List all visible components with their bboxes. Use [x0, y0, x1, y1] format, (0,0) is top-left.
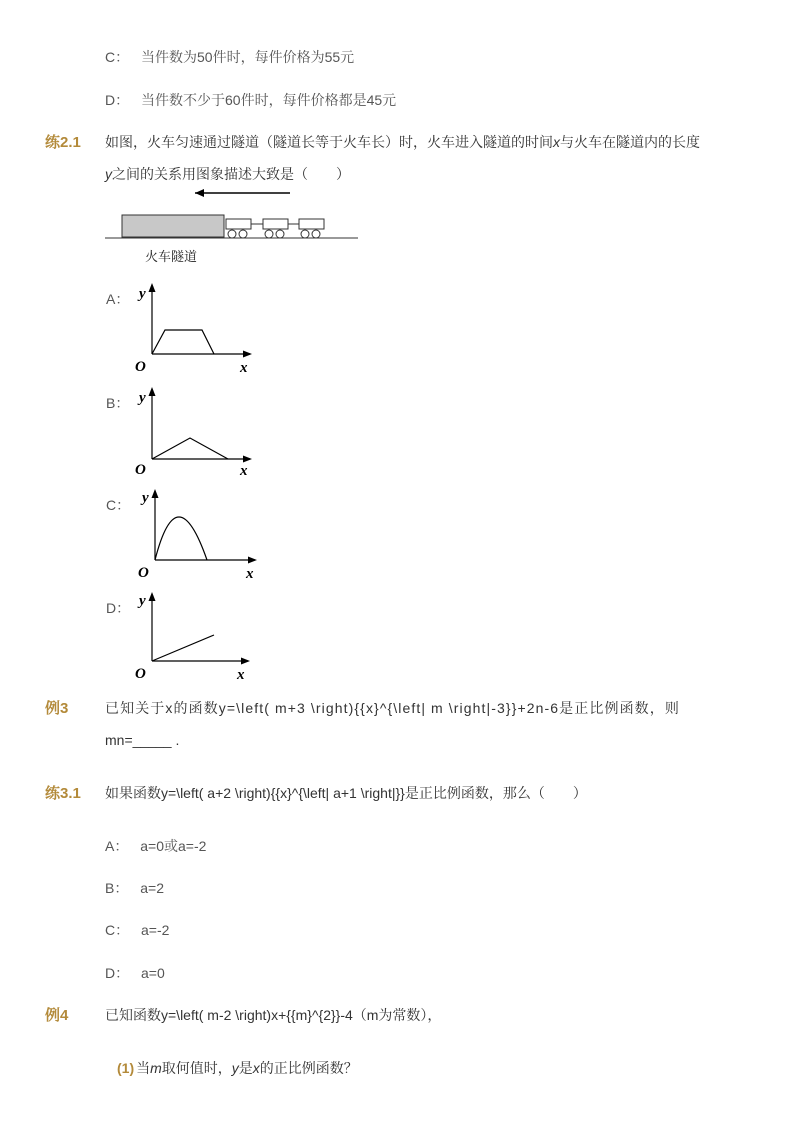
- practice-2-1-label: 练2.1: [45, 134, 81, 151]
- option-text: a=-2: [141, 922, 170, 938]
- tunnel-block: [122, 215, 224, 237]
- graph-b-curve: [152, 438, 228, 459]
- y-axis-arrow: [152, 489, 159, 498]
- y-axis-arrow: [149, 592, 156, 601]
- option-key: D：: [105, 965, 130, 981]
- option-text: a=2: [140, 880, 164, 896]
- option-text: 当件数为50件时，每件价格为55元: [141, 49, 355, 65]
- x-axis-arrow: [248, 557, 257, 564]
- graph-option-c-label: C：: [106, 497, 131, 513]
- graph-c: [133, 484, 273, 584]
- subquestion-number: (1): [117, 1060, 135, 1076]
- graph-option-d-label: D：: [106, 600, 131, 616]
- origin-label: O: [138, 565, 149, 581]
- graph-option-a-label: A：: [106, 291, 130, 307]
- example-3-question-line2: mn=_____ .: [105, 732, 180, 748]
- practice-3-1-option-a: [105, 836, 206, 856]
- option-text: a=0: [141, 965, 165, 981]
- practice-3-1-label: 练3.1: [45, 785, 81, 802]
- x-axis-label: x: [246, 566, 254, 582]
- tunnel-train-diagram: [100, 182, 370, 267]
- example-3-label: 例3: [45, 700, 69, 717]
- practice-3-1-option-c: [105, 920, 169, 940]
- option-d-prev: [105, 90, 396, 110]
- x-axis-arrow: [243, 351, 252, 358]
- graph-option-b-label: B：: [106, 395, 130, 411]
- graph-d: [130, 587, 270, 687]
- option-key: A：: [105, 838, 129, 854]
- example-4-question: 已知函数y=\left( m-2 \right)x+{{m}^{2}}-4（m为常数），: [105, 1007, 442, 1023]
- example-4-label: 例4: [45, 1007, 69, 1024]
- practice-2-1-question-line2: y之间的关系用图象描述大致是（ ）: [105, 166, 350, 182]
- y-axis-label: y: [139, 593, 146, 609]
- train: [226, 219, 324, 238]
- y-axis-label: y: [139, 286, 146, 302]
- option-text: a=0或a=-2: [140, 838, 207, 854]
- y-axis-label: y: [142, 490, 149, 506]
- x-axis-label: x: [240, 360, 248, 376]
- option-text: 当件数不少于60件时，每件价格都是45元: [141, 92, 397, 108]
- practice-3-1-option-b: [105, 878, 164, 898]
- option-key: B：: [105, 880, 129, 896]
- origin-label: O: [135, 462, 146, 478]
- option-key: C：: [105, 922, 130, 938]
- x-axis-arrow: [241, 658, 250, 665]
- y-axis-arrow: [149, 387, 156, 396]
- example-4-subquestion-1: (1) 当m取何值时，y是x的正比例函数？: [117, 1060, 358, 1076]
- graph-b: [130, 382, 270, 482]
- arrow-head: [195, 189, 204, 197]
- x-axis-arrow: [243, 456, 252, 463]
- option-key: C：: [105, 49, 130, 65]
- graph-a-curve: [152, 330, 214, 354]
- option-key: D：: [105, 92, 130, 108]
- practice-3-1-question: 如果函数y=\left( a+2 \right){{x}^{\left| a+1 \right|}}是正比例函数，那么（ ）: [105, 785, 587, 801]
- graph-d-curve: [152, 635, 214, 661]
- tunnel-caption: 火车隧道: [145, 249, 198, 264]
- x-axis-label: x: [240, 463, 248, 479]
- practice-3-1-option-d: [105, 963, 165, 983]
- x-axis-label: x: [237, 667, 245, 683]
- origin-label: O: [135, 359, 146, 375]
- graph-c-curve: [155, 517, 207, 560]
- option-c-prev: [105, 47, 354, 67]
- example-3-question-line1: 已知关于x的函数y=\left( m+3 \right){{x}^{\left| m \right|-3}}+2n-6是正比例函数，则: [105, 700, 680, 716]
- graph-a: [130, 278, 270, 378]
- y-axis-arrow: [149, 283, 156, 292]
- y-axis-label: y: [139, 390, 146, 406]
- origin-label: O: [135, 666, 146, 682]
- practice-2-1-question-line1: 如图，火车匀速通过隧道（隧道长等于火车长）时，火车进入隧道的时间x与火车在隧道内的长度: [105, 134, 700, 150]
